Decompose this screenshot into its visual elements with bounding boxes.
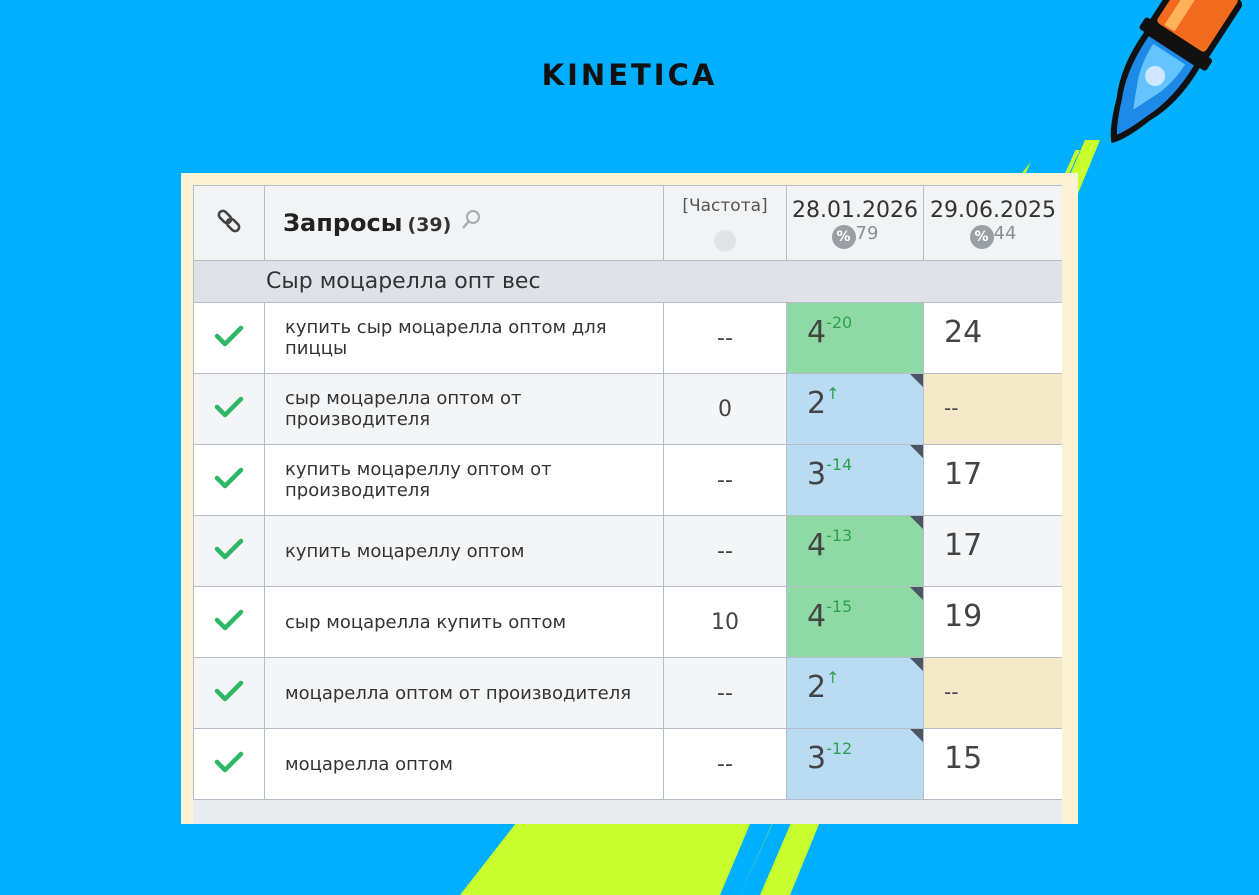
position-delta: -14: [826, 455, 853, 474]
corner-marker: [910, 729, 923, 742]
frequency-value: 0: [664, 374, 787, 445]
position-value: 4: [807, 599, 827, 634]
table-row[interactable]: [194, 658, 1063, 729]
date-label-1: 28.01.2026: [792, 198, 918, 223]
table-row[interactable]: [194, 303, 1063, 374]
table-footer-strip: [194, 800, 1063, 820]
previous-position: --: [924, 374, 1063, 445]
previous-position: 24: [924, 303, 1063, 374]
position-value: 2: [807, 386, 827, 421]
queries-label: Запросы: [283, 209, 403, 237]
frequency-value: --: [664, 445, 787, 516]
frequency-value: 10: [664, 587, 787, 658]
checkmark-icon: [214, 537, 244, 561]
frequency-value: --: [664, 303, 787, 374]
position-cell[interactable]: [787, 374, 924, 445]
position-delta: -13: [826, 526, 853, 545]
frequency-label: [Частота]: [682, 196, 768, 216]
check-cell[interactable]: [194, 374, 265, 445]
table-row[interactable]: [194, 587, 1063, 658]
link-column-header[interactable]: [194, 186, 265, 261]
position-cell[interactable]: [787, 587, 924, 658]
table-row[interactable]: [194, 729, 1063, 800]
table-row[interactable]: [194, 445, 1063, 516]
check-cell[interactable]: [194, 658, 265, 729]
corner-marker: [910, 658, 923, 671]
previous-position: --: [924, 658, 1063, 729]
position-value: 3: [807, 457, 827, 492]
position-cell[interactable]: [787, 516, 924, 587]
query-text[interactable]: моцарелла оптом: [265, 729, 664, 800]
checkmark-icon: [214, 750, 244, 774]
position-value: 2: [807, 670, 827, 705]
check-cell[interactable]: [194, 303, 265, 374]
position-value: 4: [807, 315, 827, 350]
position-delta: ↑: [826, 668, 840, 687]
checkmark-icon: [214, 395, 244, 419]
checkmark-icon: [214, 679, 244, 703]
checkmark-icon: [214, 466, 244, 490]
position-cell[interactable]: [787, 658, 924, 729]
query-text[interactable]: моцарелла оптом от производителя: [265, 658, 664, 729]
corner-marker: [910, 587, 923, 600]
query-text[interactable]: купить сыр моцарелла оптом для пиццы: [265, 303, 664, 374]
corner-marker: [910, 516, 923, 529]
queries-count: (39): [407, 214, 452, 236]
check-cell[interactable]: [194, 445, 265, 516]
query-text[interactable]: сыр моцарелла купить оптом: [265, 587, 664, 658]
previous-position: 17: [924, 516, 1063, 587]
query-text[interactable]: сыр моцарелла оптом от производителя: [265, 374, 664, 445]
table-row[interactable]: [194, 374, 1063, 445]
frequency-value: --: [664, 658, 787, 729]
date-percent-1: 79: [855, 223, 879, 244]
position-cell[interactable]: [787, 729, 924, 800]
table-row[interactable]: [194, 516, 1063, 587]
check-cell[interactable]: [194, 516, 265, 587]
checkmark-icon: [214, 608, 244, 632]
date-column-header-2[interactable]: [924, 186, 1063, 261]
query-text[interactable]: купить моцареллу оптом: [265, 516, 664, 587]
position-delta: -15: [826, 597, 853, 616]
date-percent-2: 44: [993, 223, 1017, 244]
check-cell[interactable]: [194, 587, 265, 658]
queries-column-header[interactable]: [265, 186, 664, 261]
frequency-value: --: [664, 729, 787, 800]
corner-marker: [910, 374, 923, 387]
frequency-column-header[interactable]: [664, 186, 787, 261]
positions-table: [193, 185, 1062, 820]
percent-icon: %: [832, 225, 856, 249]
position-delta: ↑: [826, 384, 840, 403]
position-value: 3: [807, 741, 827, 776]
position-value: 4: [807, 528, 827, 563]
check-cell[interactable]: [194, 729, 265, 800]
positions-table-panel: [193, 185, 1062, 824]
previous-position: 19: [924, 587, 1063, 658]
corner-marker: [910, 445, 923, 458]
position-delta: -12: [826, 739, 853, 758]
date-column-header-1[interactable]: [787, 186, 924, 261]
percent-icon: %: [970, 225, 994, 249]
brand-logo: KINETICA: [541, 58, 718, 92]
checkmark-icon: [214, 324, 244, 348]
frequency-value: --: [664, 516, 787, 587]
link-icon: [215, 207, 243, 235]
globe-icon: [714, 230, 736, 252]
group-row[interactable]: Сыр моцарелла опт вес: [194, 261, 1063, 303]
previous-position: 17: [924, 445, 1063, 516]
search-icon[interactable]: [460, 209, 482, 231]
position-cell[interactable]: [787, 445, 924, 516]
previous-position: 15: [924, 729, 1063, 800]
position-cell[interactable]: [787, 303, 924, 374]
date-label-2: 29.06.2025: [930, 198, 1056, 223]
query-text[interactable]: купить моцареллу оптом от производителя: [265, 445, 664, 516]
position-delta: -20: [826, 313, 853, 332]
screenshot-card: [181, 173, 1078, 824]
